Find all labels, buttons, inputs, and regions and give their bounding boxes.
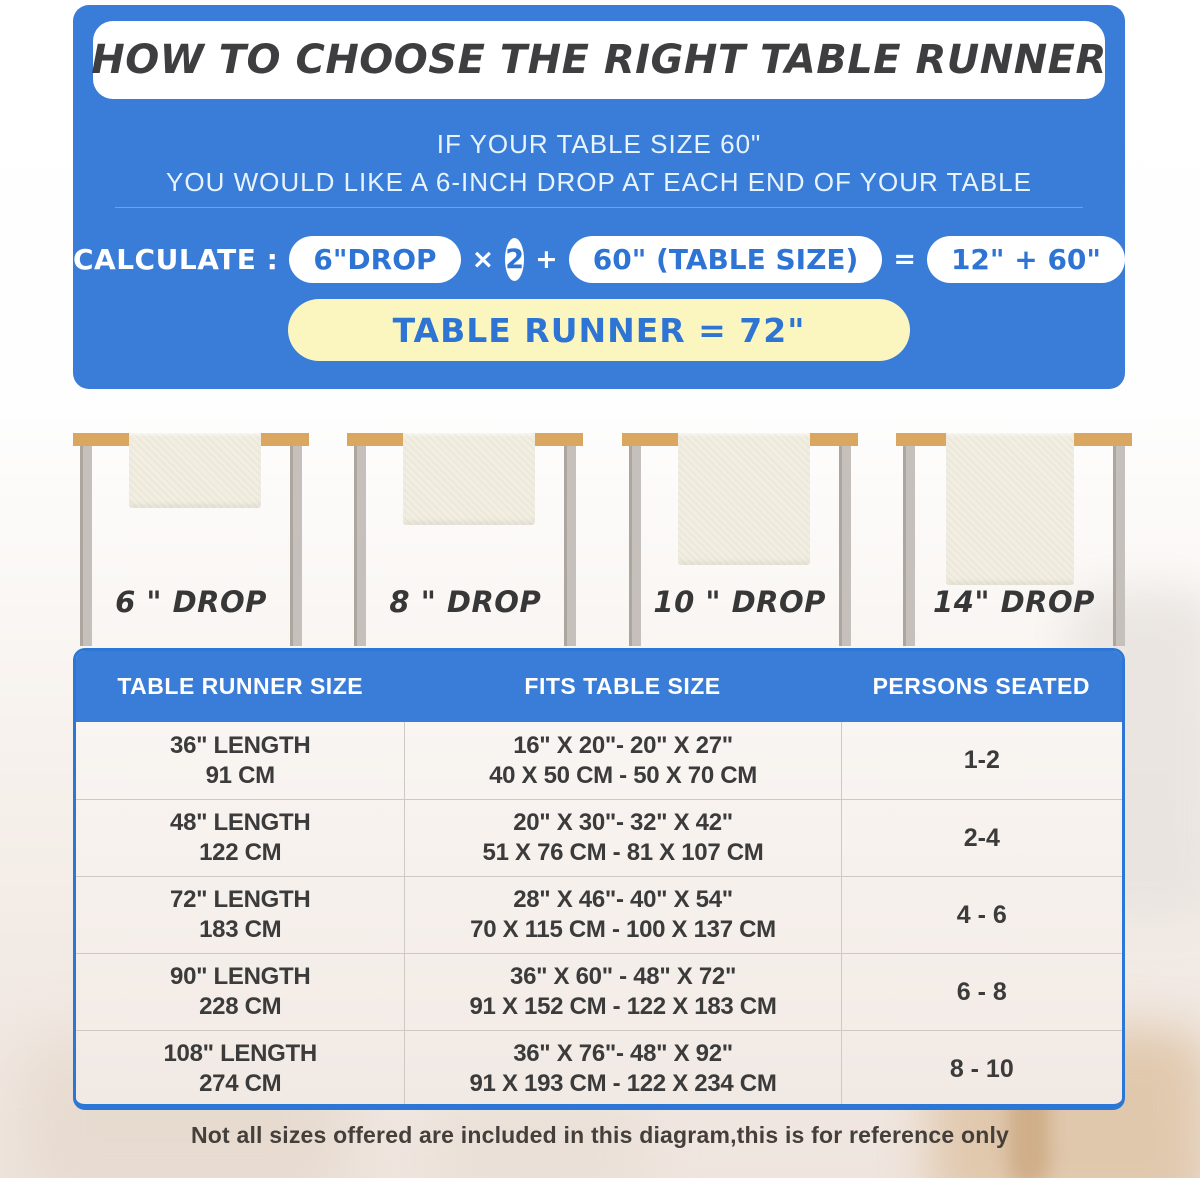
table-runner (678, 433, 810, 565)
divider-line (115, 207, 1083, 208)
fits-size-cm: 70 X 115 CM - 100 X 137 CM (470, 916, 776, 943)
persons-seated-cell (841, 877, 1122, 953)
header-runner-size: TABLE RUNNER SIZE (117, 673, 364, 699)
result-pill: 12" + 60" (927, 236, 1125, 283)
drop-label: 8 " DROP (389, 585, 542, 619)
table-figure-6-drop (73, 433, 309, 649)
page-title: HOW TO CHOOSE THE RIGHT TABLE RUNNER (91, 37, 1107, 83)
runner-size-cell (76, 722, 404, 799)
persons-seated-cell (841, 1031, 1122, 1107)
runner-size-cell (76, 877, 404, 953)
times-symbol: × (471, 243, 495, 275)
fits-size-cell (404, 722, 840, 799)
drop-label: 6 " DROP (115, 585, 267, 619)
table-figure-8-drop (347, 433, 583, 649)
table-row (76, 1030, 1122, 1107)
equals-symbol: = (893, 243, 916, 275)
runner-size-cell (76, 1031, 404, 1107)
multiplier-badge: 2 (505, 238, 524, 281)
subtitle-line-1: IF YOUR TABLE SIZE 60" (436, 129, 762, 159)
title-box (93, 21, 1105, 99)
persons-seated-value: 4 - 6 (956, 900, 1007, 929)
runner-size-inches: 90" LENGTH (170, 963, 311, 990)
drop-label: 14" DROP (933, 585, 1095, 619)
header-fits-table-size: FITS TABLE SIZE (524, 673, 721, 699)
fits-size-cell (404, 954, 840, 1030)
table-row (76, 722, 1122, 799)
drop-value-pill: 6"DROP (289, 236, 460, 283)
fits-size-cm: 91 X 152 CM - 122 X 183 CM (469, 993, 777, 1020)
fits-size-cell (404, 877, 840, 953)
drop-label: 10 " DROP (653, 585, 826, 619)
runner-size-cm: 228 CM (199, 993, 282, 1020)
table-runner (129, 433, 261, 508)
table-size-pill: 60" (TABLE SIZE) (569, 236, 883, 283)
fits-size-inches: 20" X 30"- 32" X 42" (513, 809, 733, 836)
persons-seated-cell (841, 954, 1122, 1030)
table-figure-10-drop (622, 433, 858, 649)
size-chart (73, 648, 1125, 1110)
table-figure-14-drop (896, 433, 1132, 649)
fits-size-inches: 28" X 46"- 40" X 54" (513, 886, 733, 913)
header-persons-seated: PERSONS SEATED (872, 673, 1091, 699)
runner-size-inches: 72" LENGTH (170, 886, 311, 913)
persons-seated-value: 1-2 (963, 746, 1000, 774)
fits-size-inches: 36" X 76"- 48" X 92" (513, 1040, 733, 1067)
runner-size-inches: 108" LENGTH (163, 1040, 317, 1067)
runner-size-cm: 122 CM (199, 839, 282, 866)
final-result-pill: TABLE RUNNER = 72" (288, 299, 910, 361)
footer-note: Not all sizes offered are included in this diagram,this is for reference only (190, 1122, 1010, 1148)
subtitle-line-2: YOU WOULD LIKE A 6-INCH DROP AT EACH END OF YOUR TABLE (166, 167, 1032, 197)
table-row (76, 953, 1122, 1030)
header-banner (73, 5, 1125, 389)
runner-size-cell (76, 800, 404, 876)
persons-seated-cell (841, 722, 1122, 799)
fits-size-cm: 91 X 193 CM - 122 X 234 CM (469, 1070, 777, 1097)
runner-size-cm: 91 CM (205, 761, 275, 789)
runner-size-cm: 183 CM (199, 916, 282, 943)
plus-symbol: + (535, 243, 558, 275)
fits-size-cm: 40 X 50 CM - 50 X 70 CM (489, 761, 757, 789)
fits-size-cm: 51 X 76 CM - 81 X 107 CM (482, 839, 764, 866)
persons-seated-value: 8 - 10 (949, 1054, 1014, 1083)
persons-seated-value: 2-4 (963, 823, 1000, 852)
runner-size-cell (76, 954, 404, 1030)
table-row (76, 799, 1122, 876)
fits-size-inches: 16" X 20"- 20" X 27" (513, 731, 733, 759)
table-runner (403, 433, 535, 525)
persons-seated-value: 6 - 8 (956, 977, 1007, 1006)
table-runner (946, 433, 1074, 585)
size-chart-header (76, 651, 1122, 722)
runner-size-cm: 274 CM (199, 1070, 282, 1097)
runner-size-inches: 36" LENGTH (170, 731, 311, 759)
fits-size-cell (404, 800, 840, 876)
drop-examples-row (73, 433, 1132, 649)
persons-seated-cell (841, 800, 1122, 876)
fits-size-inches: 36" X 60" - 48" X 72" (510, 963, 737, 990)
fits-size-cell (404, 1031, 840, 1107)
calculate-label: CALCULATE : (73, 242, 279, 276)
table-row (76, 876, 1122, 953)
calculation-row (73, 233, 1125, 285)
runner-size-inches: 48" LENGTH (170, 809, 311, 836)
